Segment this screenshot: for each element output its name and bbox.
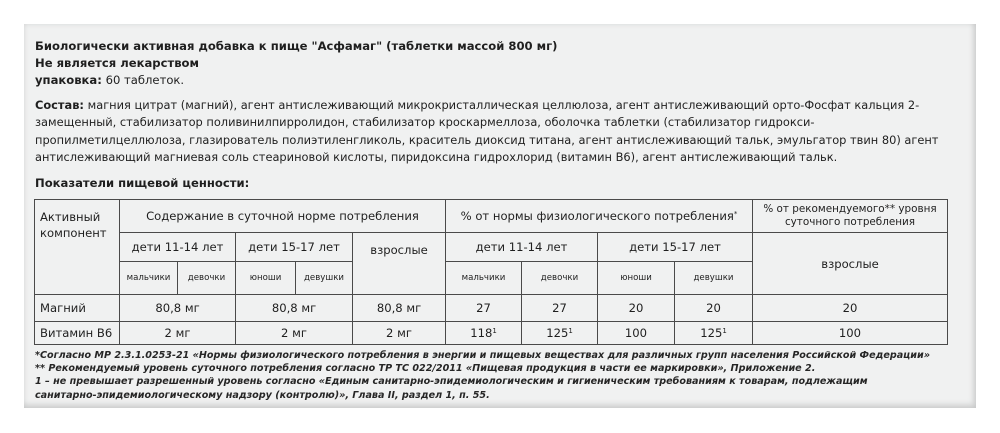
not-medicine-notice: Не является лекарством [35,56,199,70]
header-content-youths: юноши [236,262,296,295]
header-pct-physiological [446,200,753,233]
pct-boys [446,295,522,322]
component-name: Витамин В6 [35,322,120,345]
footnote-double-asterisk: ** Рекомендуемый уровень суточного потребления согласно ТР ТС 022/2011 «Пищевая продукция в части ее маркировки», Приложение 2. [35,363,816,375]
nutrition-table [34,199,948,345]
header-pct-adults: взрослые [753,233,948,295]
pct-value: 125 [700,326,723,340]
header-pct-recommended: % от рекомендуемого** уровня суточного потребления [753,200,948,233]
header-pct-children-11-14: дети 11-14 лет [446,233,598,262]
pct-girls [522,322,598,345]
composition [35,97,955,167]
content-adults: 2 мг [353,322,446,345]
header-active-component: Активный компонент [35,200,120,295]
table-row [35,322,948,345]
footnote-asterisk: *Согласно МР 2.3.1.0253-21 «Нормы физиологического потребления в энергии и пищевых веществах для различных групп населения Российской Федерации» [35,350,930,361]
header-pct-children-15-17: дети 15-17 лет [598,233,753,262]
pct-young-women [675,295,753,322]
footnote-mark: 1 [568,327,573,335]
header-content-girls: девочки [178,262,236,295]
product-title: Биологически активная добавка к пище "Асфамаг" (таблетки массой 800 мг) [35,39,558,53]
label-card [24,24,976,408]
header-pct-girls: девочки [522,262,598,295]
header-content-young-women: девушки [296,262,353,295]
pct-value: 27 [476,301,491,315]
composition-text: магния цитрат (магний), агент антислеживающий микрокристаллическая целлюлоза, агент антислеживающий орто-Фосфат кальция 2-замещенный, стабилизатор поливинилпирролидон, стабилизатор кроскармеллоза, оболочка таблетки (стабилизатор гидрокси-пропилметилцеллюлоза, глазирователь полиэтиленгликоль, краситель диоксид титана, агент антислеживающий тальк, эмульгатор твин 80) агент антислеживающий магниевая соль стеариновой кислоты, пиридоксина гидрохлорид (витамин В6), агент антислеживающий тальк. [35,98,939,165]
header-pct-physiological-text: % от нормы физиологического потребления [460,209,734,223]
pct-boys [446,322,522,345]
content-children-15-17: 80,8 мг [236,295,353,322]
package-label: упаковка: [35,73,102,87]
pct-value: 27 [552,301,567,315]
pct-recommended-adults: 100 [753,322,948,345]
header-row-1 [35,200,948,233]
header-content-daily: Содержание в суточной норме потребления [120,200,446,233]
content-adults: 80,8 мг [353,295,446,322]
pct-value: 20 [706,301,721,315]
header-row-2 [35,233,948,262]
content-children-11-14: 2 мг [120,322,236,345]
content-children-15-17: 2 мг [236,322,353,345]
asterisk-mark: * [733,210,738,218]
pct-young-women [675,322,753,345]
product-header [35,38,557,89]
header-pct-boys: мальчики [446,262,522,295]
component-name: Магний [35,295,120,322]
pct-youths [598,322,675,345]
package-info [35,72,557,89]
footnote-1: 1 – не превышает разрешенный уровень согласно «Единым санитарно-эпидемиологическим и гигиеническим требованиям к товарам, подлежащим [35,376,868,388]
pct-value: 118 [470,326,493,340]
header-content-children-15-17: дети 15-17 лет [236,233,353,262]
footnote-mark: 1 [492,327,497,335]
pct-value: 100 [624,326,648,340]
pct-value: 20 [628,301,644,315]
pct-youths [598,295,675,322]
pct-recommended-adults: 20 [753,295,948,322]
footnote-mark: 1 [722,327,727,335]
nutrition-title: Показатели пищевой ценности: [35,176,250,190]
content-children-11-14: 80,8 мг [120,295,236,322]
header-pct-youths: юноши [598,262,675,295]
header-pct-young-women: девушки [675,262,753,295]
composition-label: Состав: [35,98,84,112]
table-row [35,295,948,322]
footnotes [35,349,955,402]
footnote-1-continued: санитарно-эпидемиологическому надзору (контролю)», Глава II, раздел 1, п. 55. [35,389,490,401]
pct-value: 125 [546,326,569,340]
header-content-adults: взрослые [353,233,446,295]
package-value: 60 таблеток. [101,73,185,87]
pct-girls [522,295,598,322]
header-content-children-11-14: дети 11-14 лет [120,233,236,262]
header-content-boys: мальчики [120,262,178,295]
